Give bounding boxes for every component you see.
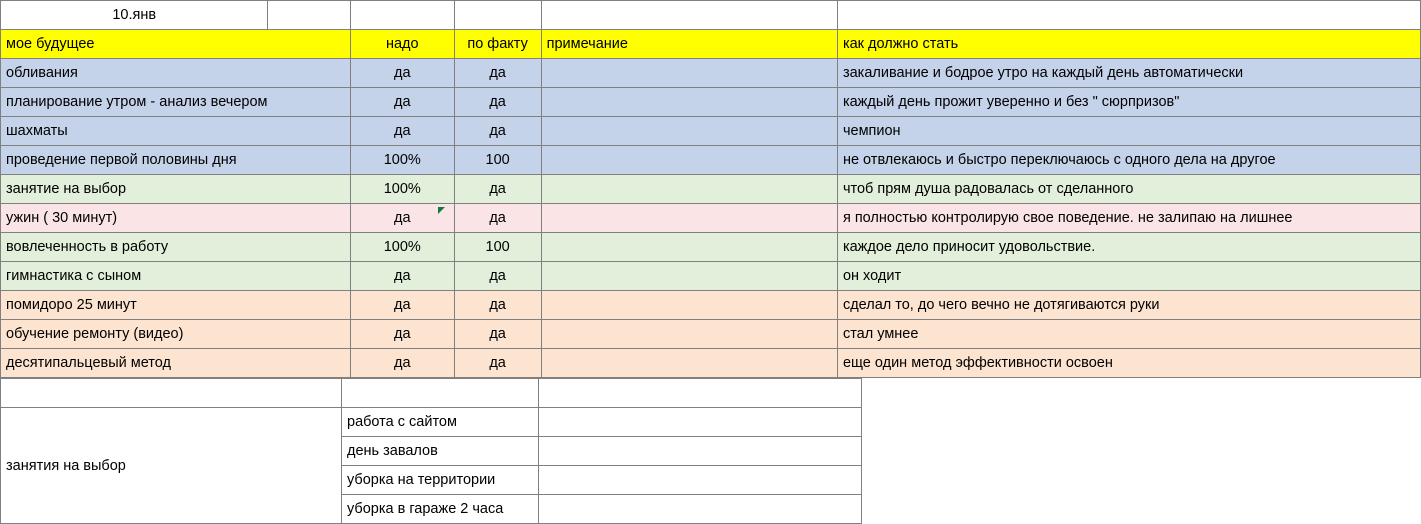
row-goal[interactable]: каждое дело приносит удовольствие.	[837, 233, 1420, 262]
row-label[interactable]: десятипальцевый метод	[1, 349, 351, 378]
table-row	[1, 291, 1421, 320]
option-pad-3[interactable]	[539, 495, 862, 524]
row-note[interactable]	[541, 320, 837, 349]
row-label[interactable]: помидоро 25 минут	[1, 291, 351, 320]
row-fact[interactable]: да	[454, 204, 541, 233]
row-label[interactable]: шахматы	[1, 117, 351, 146]
table-row	[1, 233, 1421, 262]
option-pad-1[interactable]	[539, 437, 862, 466]
cell-comment-marker-icon	[438, 207, 445, 214]
date-row-blank-goal	[837, 1, 1420, 30]
date-row	[1, 1, 1421, 30]
date-row-filler[interactable]	[268, 1, 350, 30]
date-cell[interactable]: 10.янв	[1, 1, 268, 30]
row-note[interactable]	[541, 59, 837, 88]
row-note[interactable]	[541, 117, 837, 146]
option-pad-0[interactable]	[539, 408, 862, 437]
options-spacer-list[interactable]	[342, 379, 539, 408]
options-spacer-pad[interactable]	[539, 379, 862, 408]
row-need[interactable]: да	[350, 117, 454, 146]
header-note[interactable]: примечание	[541, 30, 837, 59]
header-row	[1, 30, 1421, 59]
option-item-0[interactable]: работа с сайтом	[342, 408, 539, 437]
row-goal[interactable]: не отвлекаюсь и быстро переключаюсь с одного дела на другое	[837, 146, 1420, 175]
table-body	[1, 1, 1421, 59]
row-need[interactable]: да	[350, 204, 454, 233]
table-row	[1, 146, 1421, 175]
row-need[interactable]: да	[350, 349, 454, 378]
row-note[interactable]	[541, 349, 837, 378]
row-note[interactable]	[541, 262, 837, 291]
row-label[interactable]: обучение ремонту (видео)	[1, 320, 351, 349]
table-row	[1, 59, 1421, 88]
row-note[interactable]	[541, 204, 837, 233]
row-note[interactable]	[541, 146, 837, 175]
row-goal[interactable]: еще один метод эффективности освоен	[837, 349, 1420, 378]
row-note[interactable]	[541, 175, 837, 204]
row-goal[interactable]: каждый день прожит уверенно и без " сюрпризов"	[837, 88, 1420, 117]
row-goal[interactable]: чемпион	[837, 117, 1420, 146]
row-label[interactable]: планирование утром - анализ вечером	[1, 88, 351, 117]
date-row-blank-note	[541, 1, 837, 30]
table-row	[1, 320, 1421, 349]
row-fact[interactable]: да	[454, 349, 541, 378]
table-row	[1, 117, 1421, 146]
option-item-3[interactable]: уборка в гараже 2 часа	[342, 495, 539, 524]
row-need[interactable]: 100%	[350, 146, 454, 175]
options-spacer-row	[1, 379, 862, 408]
row-goal[interactable]: чтоб прям душа радовалась от сделанного	[837, 175, 1420, 204]
row-goal[interactable]: я полностью контролирую свое поведение. не залипаю на лишнее	[837, 204, 1420, 233]
data-rows	[1, 59, 1421, 378]
row-note[interactable]	[541, 233, 837, 262]
header-need[interactable]: надо	[350, 30, 454, 59]
options-label[interactable]: занятия на выбор	[1, 408, 342, 524]
row-label[interactable]: гимнастика с сыном	[1, 262, 351, 291]
row-need[interactable]: 100%	[350, 233, 454, 262]
row-need[interactable]: 100%	[350, 175, 454, 204]
row-goal[interactable]: сделал то, до чего вечно не дотягиваются руки	[837, 291, 1420, 320]
row-fact[interactable]: да	[454, 175, 541, 204]
table-row	[1, 88, 1421, 117]
row-fact[interactable]: 100	[454, 233, 541, 262]
row-fact[interactable]: да	[454, 59, 541, 88]
row-fact[interactable]: да	[454, 117, 541, 146]
row-label[interactable]: проведение первой половины дня	[1, 146, 351, 175]
table-row	[1, 175, 1421, 204]
row-label[interactable]: ужин ( 30 минут)	[1, 204, 351, 233]
row-fact[interactable]: да	[454, 320, 541, 349]
date-row-blank-need	[350, 1, 454, 30]
row-label[interactable]: обливания	[1, 59, 351, 88]
option-pad-2[interactable]	[539, 466, 862, 495]
row-fact[interactable]: да	[454, 262, 541, 291]
row-need[interactable]: да	[350, 291, 454, 320]
options-row-1	[1, 408, 862, 437]
row-goal[interactable]: он ходит	[837, 262, 1420, 291]
row-goal[interactable]: закаливание и бодрое утро на каждый день автоматически	[837, 59, 1420, 88]
row-fact[interactable]: да	[454, 291, 541, 320]
row-label[interactable]: вовлеченность в работу	[1, 233, 351, 262]
row-label[interactable]: занятие на выбор	[1, 175, 351, 204]
row-goal[interactable]: стал умнее	[837, 320, 1420, 349]
table-row	[1, 204, 1421, 233]
header-goal[interactable]: как должно стать	[837, 30, 1420, 59]
row-note[interactable]	[541, 88, 837, 117]
option-item-1[interactable]: день завалов	[342, 437, 539, 466]
header-fact[interactable]: по факту	[454, 30, 541, 59]
date-row-blank-fact	[454, 1, 541, 30]
option-item-2[interactable]: уборка на территории	[342, 466, 539, 495]
options-spacer-label[interactable]	[1, 379, 342, 408]
row-need[interactable]: да	[350, 88, 454, 117]
options-table	[0, 378, 862, 524]
row-need[interactable]: да	[350, 59, 454, 88]
row-fact[interactable]: да	[454, 88, 541, 117]
row-need[interactable]: да	[350, 320, 454, 349]
options-body	[1, 379, 862, 524]
table-row	[1, 262, 1421, 291]
row-need[interactable]: да	[350, 262, 454, 291]
row-fact[interactable]: 100	[454, 146, 541, 175]
header-label[interactable]: мое будущее	[1, 30, 351, 59]
row-note[interactable]	[541, 291, 837, 320]
table-row	[1, 349, 1421, 378]
